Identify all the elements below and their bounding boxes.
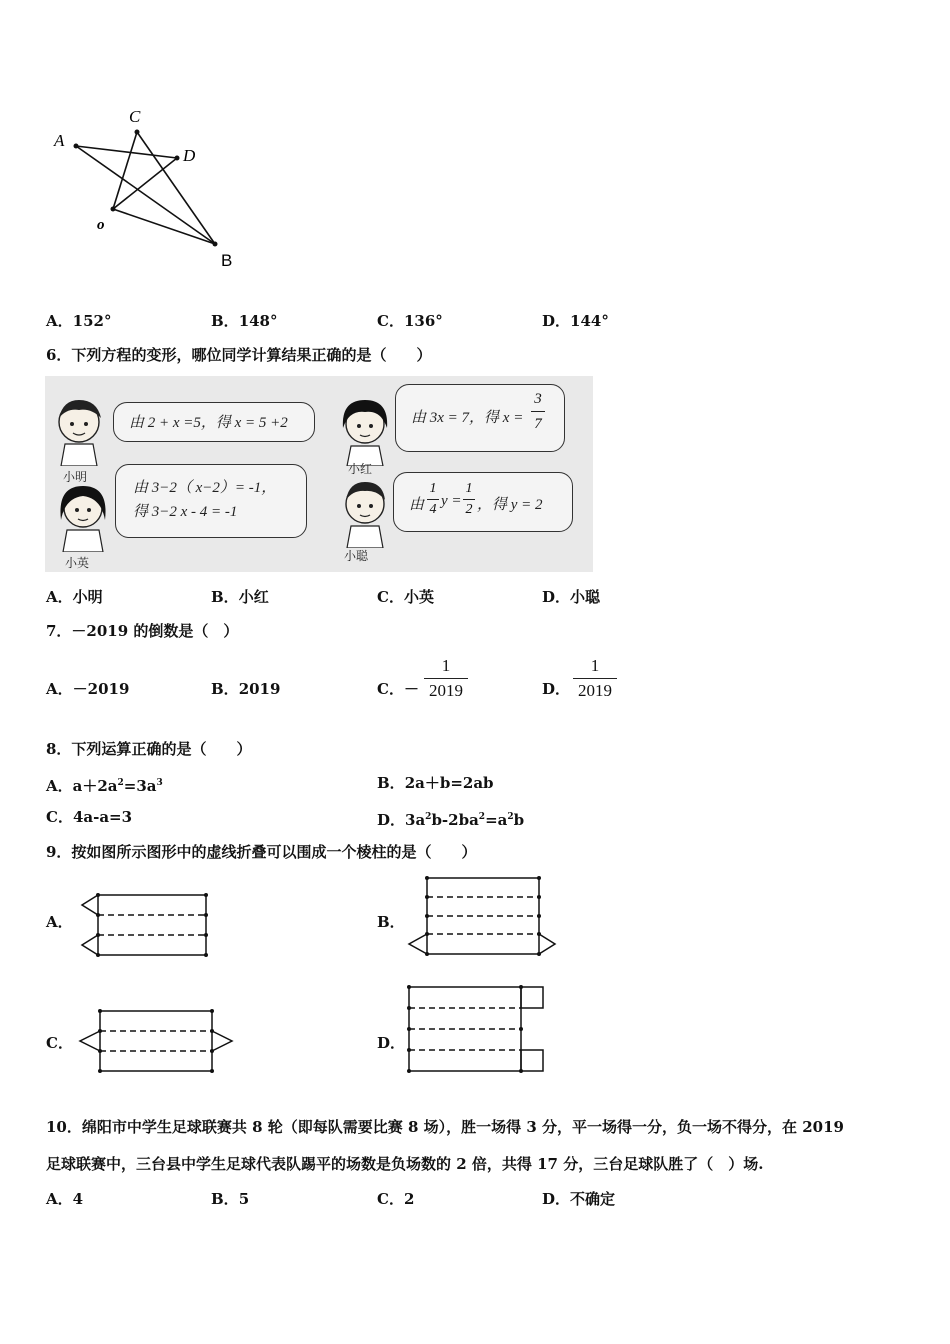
name-xiaoying: 小英 xyxy=(65,556,90,570)
label-b: B xyxy=(221,251,233,270)
bubble-xiaocong-mid: y = xyxy=(441,493,462,509)
kid-xiaoying-icon xyxy=(55,480,111,552)
bubble-xiaohong-fraction: 3 7 xyxy=(531,388,545,435)
q10-option-c[interactable]: C．2 xyxy=(377,1190,415,1208)
label-o: o xyxy=(97,217,105,233)
q8-option-d[interactable]: D．$3a^2b-2ba^2=a^2b$ xyxy=(377,811,525,829)
q5-option-b[interactable]: B．148° xyxy=(211,312,278,330)
bubble-xiaohong-text: 由 3x = 7，得 x = xyxy=(411,410,524,426)
q10-option-d[interactable]: D．不确定 xyxy=(542,1190,616,1208)
q10-line1: 10．绵阳市中学生足球联赛共 8 轮（即每队需要比赛 8 场），胜一场得 3 分，平一场得一分，负一场不得分，在 2019 xyxy=(46,1118,844,1136)
q5-option-a[interactable]: A．152° xyxy=(46,312,112,330)
kid-xiaocong-icon xyxy=(337,476,393,548)
q6-stem: 6．下列方程的变形，哪位同学计算结果正确的是（ ） xyxy=(46,346,432,364)
q8-stem: 8．下列运算正确的是（ ） xyxy=(46,740,252,758)
bubble-xiaocong-b: ，得 y = 2 xyxy=(477,497,543,513)
q5-option-c[interactable]: C．136° xyxy=(377,312,443,330)
q9-stem: 9．按如图所示图形中的虚线折叠可以围成一个棱柱的是（ ） xyxy=(46,843,477,861)
q7-stem: 7．－2019 的倒数是（ ） xyxy=(46,622,239,640)
bubble-xiaocong-fraction-1: 1 4 xyxy=(427,480,439,519)
q8-option-a[interactable]: A．$a+2a^2=3a^3$ xyxy=(46,777,163,795)
q9-option-a[interactable]: A． xyxy=(46,913,73,931)
segment-ob xyxy=(113,209,215,244)
segment-oc xyxy=(113,132,137,209)
kid-xiaohong-icon xyxy=(337,394,393,466)
q5-option-d[interactable]: D．144° xyxy=(542,312,609,330)
q6-option-c[interactable]: C．小英 xyxy=(377,588,434,606)
q7-option-b[interactable]: B．2019 xyxy=(211,680,281,698)
net-a-figure xyxy=(78,890,213,958)
bubble-xiaocong-fraction-2: 1 2 xyxy=(463,480,475,519)
q6-option-a[interactable]: A．小明 xyxy=(46,588,103,606)
angle-figure xyxy=(40,100,260,280)
q7-option-c-fraction: 1 2019 xyxy=(424,655,468,702)
q9-option-b[interactable]: B． xyxy=(377,913,405,931)
net-b-figure xyxy=(405,873,557,959)
label-a: A xyxy=(54,131,65,150)
q8-option-b[interactable]: B．2a＋b=2ab xyxy=(377,774,494,792)
bubble-xiaoying-line2: 得 3−2 x - 4 = -1 xyxy=(133,504,238,520)
q10-option-b[interactable]: B．5 xyxy=(211,1190,250,1208)
q6-option-d[interactable]: D．小聪 xyxy=(542,588,601,606)
q8-option-c[interactable]: C．4a-a=3 xyxy=(46,808,133,826)
label-d: D xyxy=(183,146,196,165)
net-c-figure xyxy=(76,1006,236,1076)
q6-cartoon-panel xyxy=(45,376,593,572)
q7-option-a[interactable]: A．－2019 xyxy=(46,680,130,698)
net-d-figure xyxy=(405,983,549,1075)
q9-option-d[interactable]: D． xyxy=(377,1034,406,1052)
q7-option-d-fraction: 1 2019 xyxy=(573,655,617,702)
bubble-xiaoying-line1: 由 3−2（ x−2）= -1， xyxy=(133,480,277,496)
q9-option-c[interactable]: C． xyxy=(46,1034,73,1052)
label-c: C xyxy=(129,107,141,126)
q6-option-b[interactable]: B．小红 xyxy=(211,588,269,606)
segment-od xyxy=(113,158,177,209)
bubble-xiaocong-a: 由 xyxy=(409,497,425,513)
bubble-xiaoming-text: 由 2 + x =5，得 x = 5 +2 xyxy=(129,415,288,431)
q7-option-d[interactable]: D． xyxy=(542,680,571,698)
name-xiaohong: 小红 xyxy=(348,462,373,476)
q7-option-c[interactable]: C．－ xyxy=(377,680,419,698)
q10-line2: 足球联赛中，三台县中学生足球代表队踢平的场数是负场数的 2 倍，共得 17 分，三台足球队胜了（ ）场. xyxy=(46,1155,764,1173)
q10-option-a[interactable]: A．4 xyxy=(46,1190,84,1208)
name-xiaoming: 小明 xyxy=(63,470,88,484)
segment-cb xyxy=(137,132,215,244)
name-xiaocong: 小聪 xyxy=(344,549,369,563)
kid-xiaoming-icon xyxy=(51,394,107,466)
